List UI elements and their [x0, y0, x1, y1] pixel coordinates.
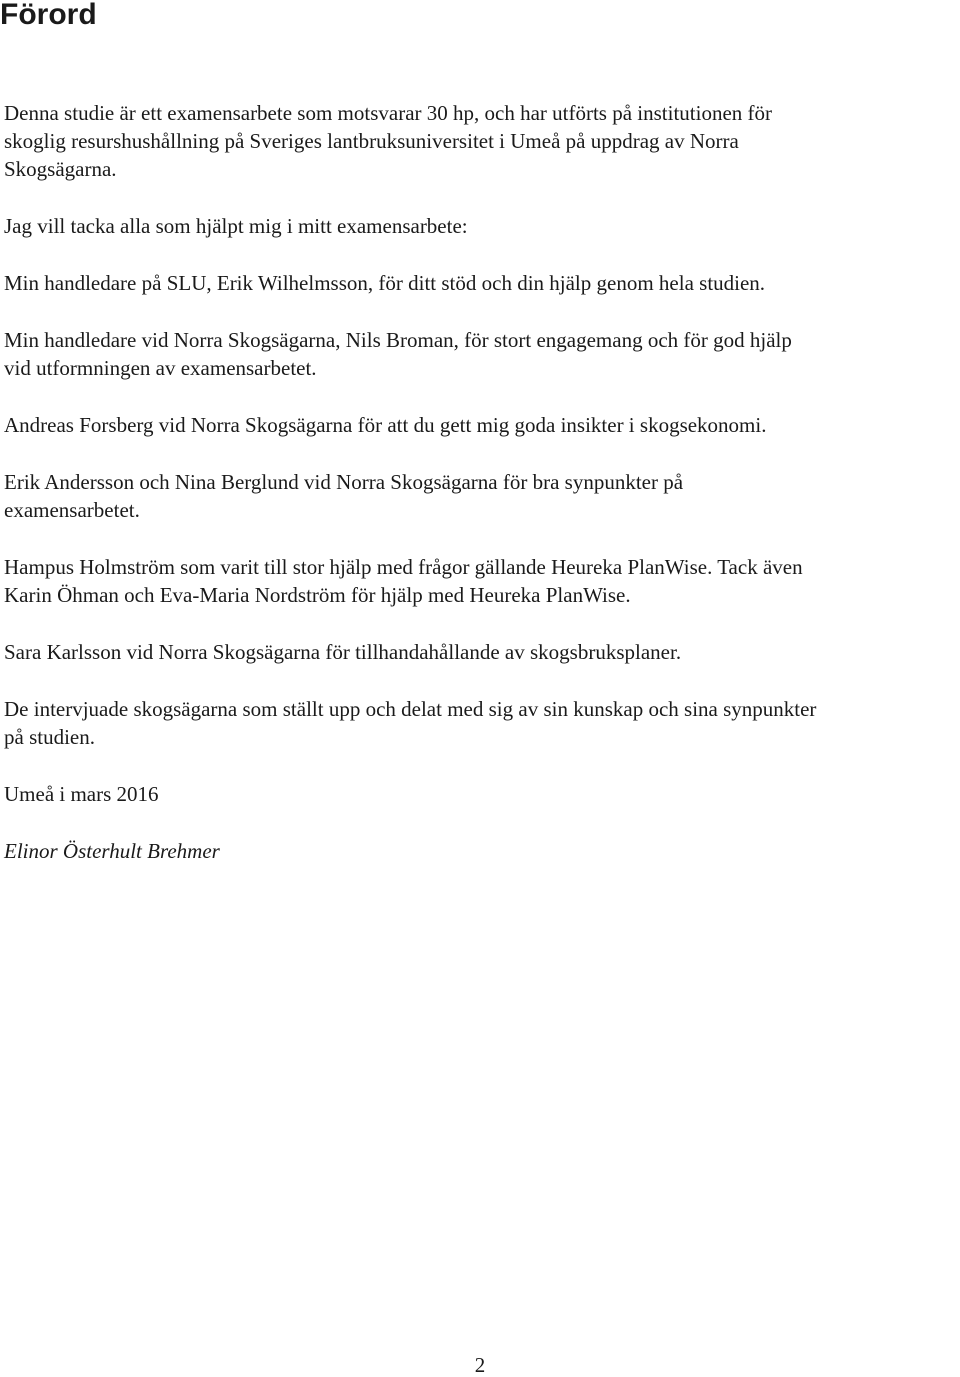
paragraph-line: Andreas Forsberg vid Norra Skogsägarna för att du gett mig goda insikter i skogsekonomi. — [4, 413, 767, 437]
paragraph-intro — [4, 99, 960, 183]
paragraph-line: Jag vill tacka alla som hjälpt mig i mitt examensarbete: — [4, 214, 468, 238]
page-number: 2 — [474, 1353, 486, 1377]
paragraph-thanks-intro — [4, 212, 960, 240]
paragraph-thanks-supervisor-slu — [4, 269, 960, 297]
paragraph-thanks-supervisor-norra — [4, 326, 960, 382]
paragraph-line: vid utformningen av examensarbetet. — [4, 356, 317, 380]
paragraph-line: Min handledare vid Norra Skogsägarna, Nils Broman, för stort engagemang och för god hjälp — [4, 328, 792, 352]
place-date: Umeå i mars 2016 — [4, 782, 159, 806]
paragraph-thanks-forsberg — [4, 411, 960, 439]
author-signature: Elinor Österhult Brehmer — [4, 839, 220, 863]
paragraph-thanks-andersson-berglund — [4, 468, 960, 524]
paragraph-line: Skogsägarna. — [4, 157, 117, 181]
paragraph-thanks-holmstrom — [4, 553, 960, 609]
paragraph-line: Erik Andersson och Nina Berglund vid Norra Skogsägarna för bra synpunkter på — [4, 470, 684, 494]
paragraph-line: Min handledare på SLU, Erik Wilhelmsson, för ditt stöd och din hjälp genom hela studien. — [4, 271, 766, 295]
paragraph-line: De intervjuade skogsägarna som ställt upp och delat med sig av sin kunskap och sina synpunkter — [4, 697, 817, 721]
paragraph-line: Hampus Holmström som varit till stor hjälp med frågor gällande Heureka PlanWise. Tack även — [4, 555, 803, 579]
page-title: Förord — [0, 0, 97, 31]
paragraph-thanks-interviewees — [4, 695, 960, 751]
paragraph-line: skoglig resurshushållning på Sveriges lantbruksuniversitet i Umeå på uppdrag av Norra — [4, 129, 739, 153]
paragraph-line: examensarbetet. — [4, 498, 140, 522]
paragraph-thanks-karlsson — [4, 638, 960, 666]
paragraph-line: på studien. — [4, 725, 95, 749]
paragraph-line: Sara Karlsson vid Norra Skogsägarna för tillhandahållande av skogsbruksplaner. — [4, 640, 682, 664]
paragraph-line: Karin Öhman och Eva-Maria Nordström för hjälp med Heureka PlanWise. — [4, 583, 631, 607]
paragraph-line: Denna studie är ett examensarbete som motsvarar 30 hp, och har utförts på institutionen för — [4, 101, 773, 125]
